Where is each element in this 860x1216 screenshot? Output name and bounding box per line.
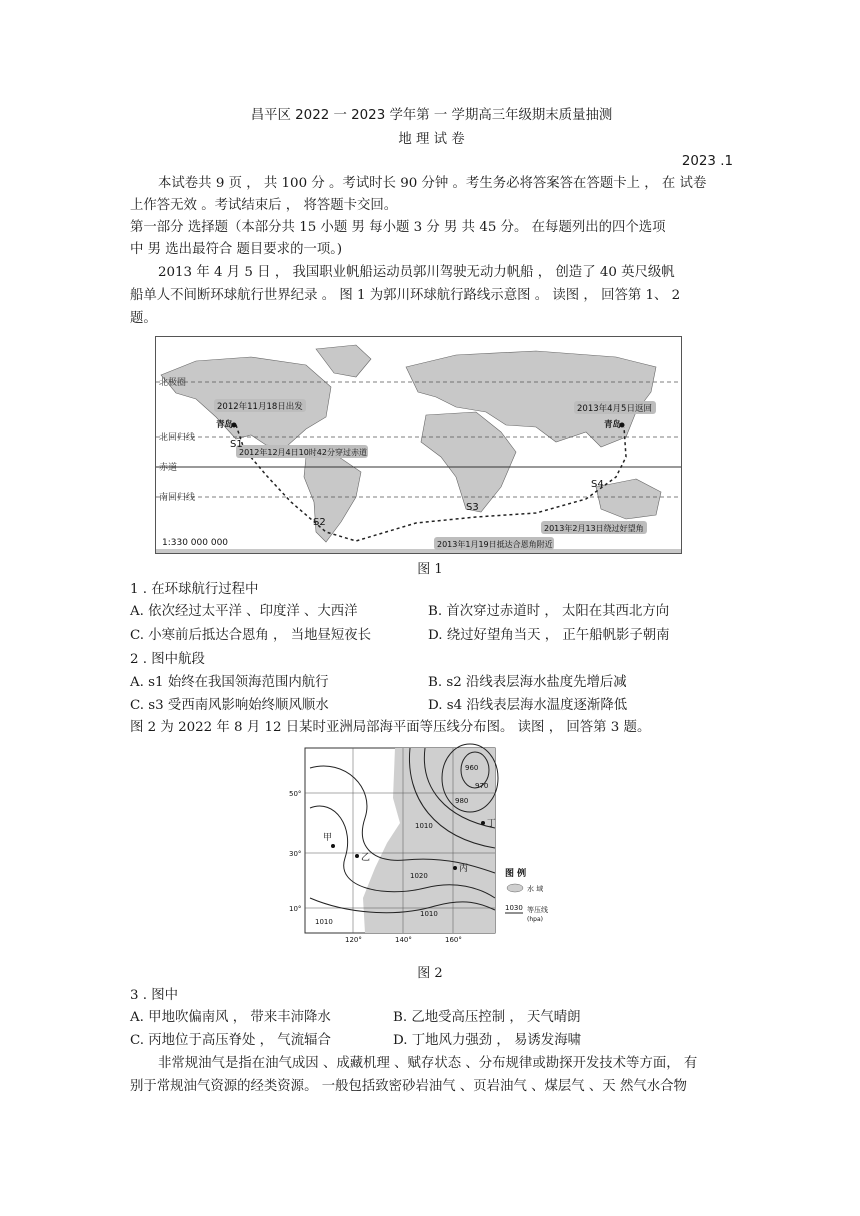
q1-option-b: B. 首次穿过赤道时 ， 太阳在其西北方向 — [428, 604, 670, 619]
yi-label: 乙 — [361, 853, 371, 863]
q3-option-b: B. 乙地受高压控制 ， 天气晴朗 — [393, 1010, 581, 1025]
q2-stem: 2 . 图中航段 — [130, 652, 205, 667]
intro-line-2: 上作答无效 。考试结束后 ， 将答题卡交回。 — [130, 198, 398, 213]
exam-date: 2023 .1 — [681, 154, 733, 169]
segment-s3-label: S3 — [466, 502, 479, 513]
q2-option-b: B. s2 沿线表层海水盐度先增后减 — [428, 675, 627, 690]
legend-title: 图 例 — [505, 869, 527, 879]
ding-label: 丁 — [487, 819, 497, 829]
legend-isobar-label: 等压线 — [527, 906, 548, 914]
segment-s1-label: S1 — [230, 439, 243, 450]
lon-140-label: 140° — [395, 936, 412, 944]
segment-s2-label: S2 — [313, 517, 326, 528]
exam-subject: 地 理 试 卷 — [398, 132, 465, 147]
isobar-970-label: 970 — [475, 782, 489, 790]
greenland-land — [316, 345, 371, 377]
map-scale: 1:330 000 000 — [162, 538, 229, 548]
isobar-960-label: 960 — [465, 764, 479, 772]
arctic-circle-label: 北极圈 — [159, 378, 187, 388]
qingdao-right-label: 青岛 — [604, 420, 622, 430]
world-map-svg — [156, 337, 681, 553]
q3-option-c: C. 丙地位于高压脊处 ， 气流辐合 — [130, 1033, 331, 1048]
passage1-line-2: 船单人不间断环球航行世界纪录 。 图 1 为郭川环球航行路线示意图 。 读图 ， 回答第 1、 2 — [130, 288, 681, 303]
q3-option-d: D. 丁地风力强劲 ， 易诱发海啸 — [393, 1033, 581, 1048]
cape-good-hope-label: 2013年2月13日绕过好望角 — [544, 524, 644, 533]
isobar-980-label: 980 — [455, 797, 469, 805]
isobar-1010-c-label: 1010 — [315, 918, 333, 926]
passage1-line-1: 2013 年 4 月 5 日 ， 我国职业帆船运动员郭川驾驶无动力帆船 ， 创造了 40 英尺级帆 — [158, 265, 675, 280]
yi-marker — [355, 854, 359, 858]
figure2-caption: 图 2 — [417, 966, 443, 981]
q1-option-a: A. 依次经过太平洋 、印度洋 、大西洋 — [130, 604, 358, 619]
figure1-caption: 图 1 — [417, 562, 443, 577]
part1-line-1: 第一部分 选择题（本部分共 15 小题 男 每小题 3 分 男 共 45 分。 在每题列出的四个选项 — [130, 220, 666, 235]
depart-label: 2012年11月18日出发 — [217, 402, 303, 412]
south-america-land — [304, 455, 361, 542]
part1-line-2: 中 男 选出最符合 题目要求的一项。) — [130, 242, 343, 257]
q3-stem: 3 . 图中 — [130, 988, 179, 1003]
passage3-line-2: 别于常规油气资源的经类资源。 一般包括致密砂岩油气 、页岩油气 、煤层气 、天 然气水合物 — [130, 1079, 687, 1094]
isobar-1020-label: 1020 — [410, 872, 428, 880]
q2-option-d: D. s4 沿线表层海水温度逐渐降低 — [428, 698, 628, 713]
lat-10-label: 10° — [289, 905, 302, 913]
jia-marker — [331, 844, 335, 848]
lat-30-label: 30° — [289, 850, 302, 858]
bing-marker — [453, 866, 457, 870]
lat-50-label: 50° — [289, 790, 302, 798]
isobar-map-svg — [289, 748, 565, 944]
tropic-capricorn-label: 南回归线 — [159, 493, 196, 503]
jia-label: 甲 — [323, 833, 333, 843]
q1-option-c: C. 小寒前后抵达合恩角 ， 当地昼短夜长 — [130, 628, 372, 643]
bing-label: 丙 — [459, 864, 469, 874]
antarctica-land — [156, 549, 681, 553]
intro-line-1: 本试卷共 9 页 ， 共 100 分 。考试时长 90 分钟 。考生务必将答案答在答题卡上 ， 在 试卷 — [158, 176, 707, 191]
legend-water-swatch — [507, 884, 523, 892]
cross-equator-label: 2012年12月4日10时42分穿过赤道 — [239, 448, 367, 457]
exam-title: 昌平区 2022 一 2023 学年第 一 学期高三年级期末质量抽测 — [250, 108, 613, 123]
q2-option-c: C. s3 受西南风影响始终顺风顺水 — [130, 698, 329, 713]
q1-stem: 1 . 在环球航行过程中 — [130, 582, 259, 597]
legend-isobar-unit: (hpa) — [527, 916, 543, 923]
isobar-1030-label: 1030 — [505, 904, 523, 912]
q1-option-d: D. 绕过好望角当天 ， 正午船帆影子朝南 — [428, 628, 670, 643]
q2-option-a: A. s1 始终在我国领海范围内航行 — [130, 675, 329, 690]
isobar-1010-a-label: 1010 — [415, 822, 433, 830]
legend-water-label: 水 域 — [527, 885, 544, 893]
passage1-line-3: 题。 — [130, 311, 157, 326]
equator-label: 赤道 — [159, 463, 178, 473]
lon-160-label: 160° — [445, 936, 462, 944]
q3-option-a: A. 甲地吹偏南风 ， 带来丰沛降水 — [130, 1010, 331, 1025]
passage2-line-1: 图 2 为 2022 年 8 月 12 日某时亚洲局部海平面等压线分布图。 读图 ， 回答第 3 题。 — [130, 720, 651, 735]
return-label: 2013年4月5日返回 — [577, 404, 652, 414]
figure2-isobar-map — [289, 748, 555, 944]
lon-120-label: 120° — [345, 936, 362, 944]
passage3-line-1: 非常规油气是指在油气成因 、成藏机理 、赋存状态 、分布规律或勘探开发技术等方面， 有 — [158, 1056, 698, 1071]
segment-s4-label: S4 — [591, 479, 604, 490]
tropic-cancer-label: 北回归线 — [159, 433, 196, 443]
cape-horn-label: 2013年1月19日抵达合恩角附近 — [437, 540, 553, 549]
ding-marker — [481, 821, 485, 825]
figure1-route-map — [155, 336, 682, 554]
qingdao-left-label: 青岛 — [216, 420, 234, 430]
isobar-1010-b-label: 1010 — [420, 910, 438, 918]
